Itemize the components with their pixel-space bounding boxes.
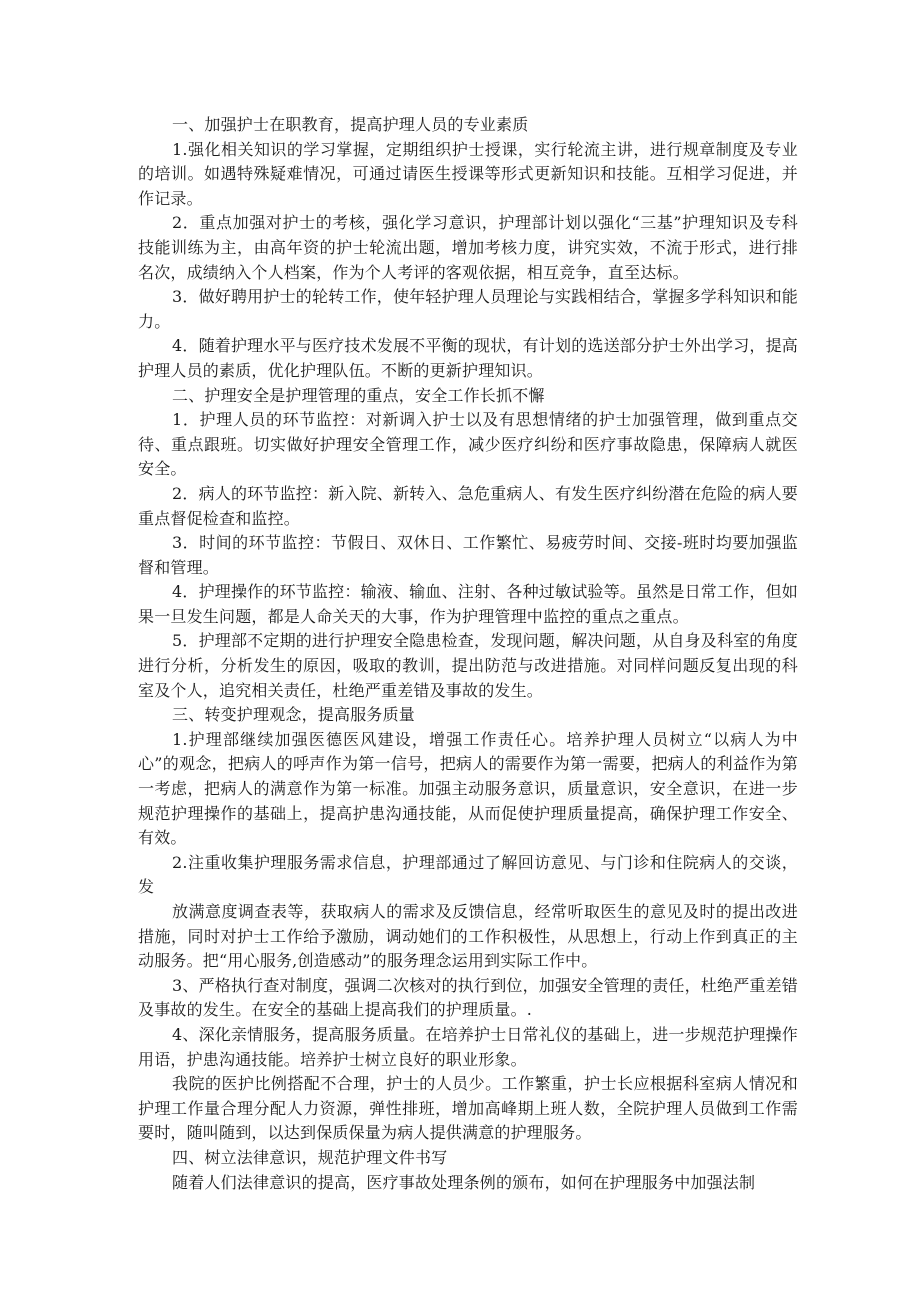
- paragraph: 4．护理操作的环节监控：输液、输血、注射、各种过敏试验等。虽然是日常工作，但如果一旦发生问题，都是人命关天的大事，作为护理管理中监控的重点之重点。: [138, 582, 798, 626]
- paragraph: 4．随着护理水平与医疗技术发展不平衡的现状，有计划的选送部分护士外出学习，提高护理人员的素质，优化护理队伍。不断的更新护理知识。: [138, 336, 798, 380]
- paragraph: 1.护理部继续加强医德医风建设，增强工作责任心。培养护理人员树立“以病人为中心”的观念，把病人的呼声作为第一信号，把病人的需要作为第一需要，把病人的利益作为第一考虑，把病人的满意作为第一标准。加强主动服务意识，质量意识，安全意识，在进一步规范护理操作的基础上，提高护患沟通技能，从而促使护理质量提高，确保护理工作安全、有效。: [138, 729, 798, 848]
- paragraph: 我院的医护比例搭配不合理，护士的人员少。工作繁重，护士长应根据科室病人情况和护理工作量合理分配人力资源，弹性排班，增加高峰期上班人数，全院护理人员做到工作需要时，随叫随到，以达到保质保量为病人提供满意的护理服务。: [138, 1074, 798, 1143]
- paragraph: 1.强化相关知识的学习掌握，定期组织护士授课，实行轮流主讲，进行规章制度及专业的培训。如遇特殊疑难情况，可通过请医生授课等形式更新知识和技能。互相学习促进，并作记录。: [138, 139, 798, 208]
- paragraph: 5．护理部不定期的进行护理安全隐患检查，发现问题，解决问题，从自身及科室的角度进行分析，分析发生的原因，吸取的教训，提出防范与改进措施。对同样问题反复出现的科室及个人，追究相关责任，杜绝严重差错及事故的发生。: [138, 631, 798, 700]
- paragraph: 2．重点加强对护士的考核，强化学习意识，护理部计划以强化“三基”护理知识及专科技能训练为主，由高年资的护士轮流出题，增加考核力度，讲究实效，不流于形式，进行排名次，成绩纳入个人档案，作为个人考评的客观依据，相互竞争，直至达标。: [138, 213, 798, 282]
- paragraph: 2．病人的环节监控：新入院、新转入、急危重病人、有发生医疗纠纷潜在危险的病人要重点督促检查和监控。: [138, 483, 798, 528]
- paragraph: 2.注重收集护理服务需求信息，护理部通过了解回访意见、与门诊和住院病人的交谈，发: [138, 852, 798, 897]
- paragraph: 3．时间的环节监控：节假日、双休日、工作繁忙、易疲劳时间、交接-班时均要加强监督和管理。: [138, 533, 798, 577]
- paragraph: 1．护理人员的环节监控：对新调入护士以及有思想情绪的护士加强管理，做到重点交待、重点跟班。切实做好护理安全管理工作，减少医疗纠纷和医疗事故隐患，保障病人就医安全。: [138, 410, 798, 479]
- section-heading-3: 三、转变护理观念，提高服务质量: [172, 705, 416, 725]
- paragraph: 放满意度调查表等，获取病人的需求及反馈信息，经常听取医生的意见及时的提出改进措施，同时对护士工作给予激励，调动她们的工作积极性，从思想上，行动上作到真正的主动服务。把“用心服务,创造感动”的服务理念运用到实际工作中。: [138, 902, 798, 971]
- paragraph: 3、严格执行查对制度，强调二次核对的执行到位，加强安全管理的责任，杜绝严重差错及事故的发生。在安全的基础上提高我们的护理质量。.: [138, 975, 798, 1020]
- document-page: [138, 113, 798, 1195]
- section-heading-1: 一、加强护士在职教育，提高护理人员的专业素质: [172, 115, 529, 134]
- paragraph: 随着人们法律意识的提高，医疗事故处理条例的颁布，如何在护理服务中加强法制: [172, 1172, 756, 1192]
- paragraph: 3．做好聘用护士的轮转工作，使年轻护理人员理论与实践相结合，掌握多学科知识和能力。: [138, 287, 798, 331]
- paragraph: 4、深化亲情服务，提高服务质量。在培养护士日常礼仪的基础上，进一步规范护理操作用语，护患沟通技能。培养护士树立良好的职业形象。: [138, 1024, 798, 1069]
- section-heading-2: 二、护理安全是护理管理的重点，安全工作长抓不懈: [172, 385, 545, 405]
- section-heading-4: 四、树立法律意识，规范护理文件书写: [172, 1147, 448, 1167]
